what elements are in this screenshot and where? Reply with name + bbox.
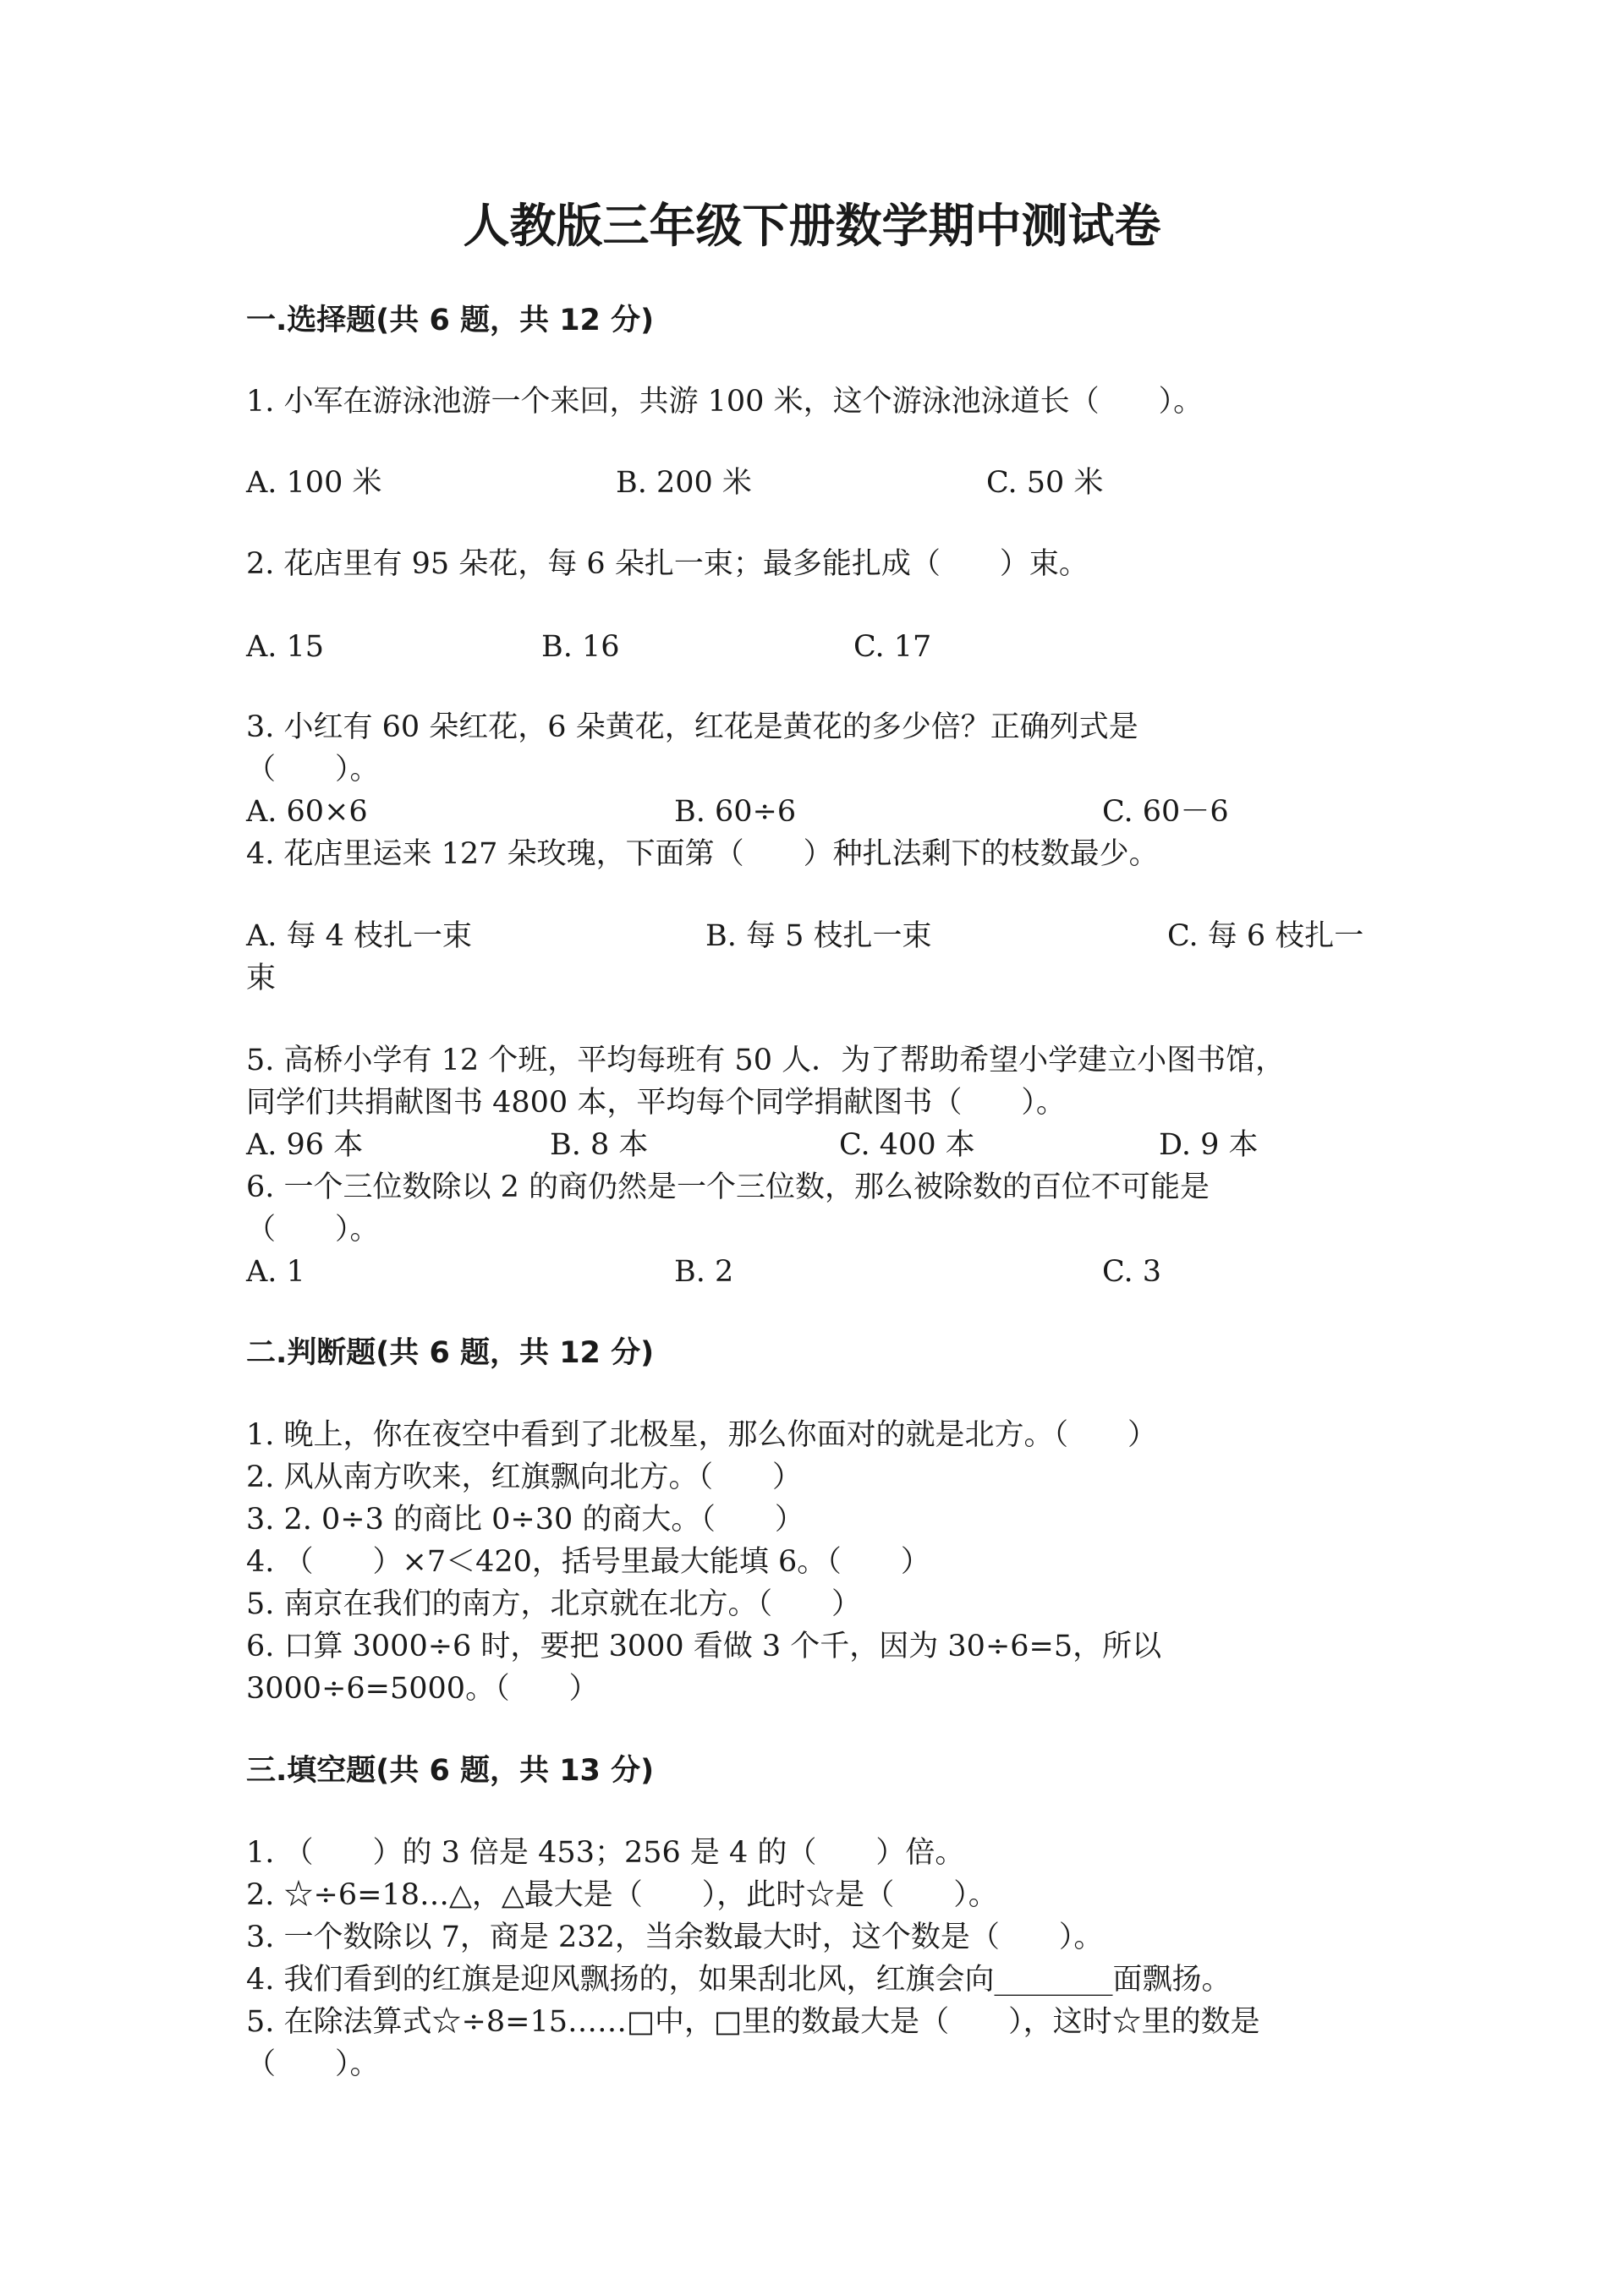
section-heading-fill: 三.填空题(共 6 题，共 13 分): [246, 1754, 655, 1788]
judgement-line-2: 2. 风从南方吹来，红旗飘向北方。（ ）: [246, 1460, 803, 1494]
question-5-option-c: C. 400 本: [839, 1128, 975, 1162]
question-6-option-a: A. 1: [246, 1255, 305, 1289]
fill-line-4: 4. 我们看到的红旗是迎风飘扬的，如果刮北风，红旗会向________面飘扬。: [246, 1963, 1232, 1997]
question-2-option-b: B. 16: [541, 630, 620, 664]
question-3-option-c: C. 60－6: [1102, 795, 1229, 829]
question-1-option-a: A. 100 米: [246, 466, 382, 500]
question-6-stem: 6. 一个三位数除以 2 的商仍然是一个三位数，那么被除数的百位不可能是: [246, 1170, 1210, 1204]
question-5-option-b: B. 8 本: [550, 1128, 649, 1162]
question-4-option-a: A. 每 4 枝扎一束: [246, 919, 473, 953]
judgement-line-5: 5. 南京在我们的南方，北京就在北方。（ ）: [246, 1587, 862, 1621]
question-3-option-b: B. 60÷6: [674, 795, 797, 829]
question-1-stem: 1. 小军在游泳池游一个来回，共游 100 米，这个游泳池泳道长（ ）。: [246, 385, 1204, 419]
question-1-option-c: C. 50 米: [986, 466, 1104, 500]
question-5-stem: 5. 高桥小学有 12 个班，平均每班有 50 人．为了帮助希望小学建立小图书馆，: [246, 1044, 1286, 1077]
fill-line-1: 1. （ ）的 3 倍是 453；256 是 4 的（ ）倍。: [246, 1836, 965, 1870]
fill-line-5-cont: （ ）。: [246, 2047, 380, 2081]
question-3-option-a: A. 60×6: [246, 795, 368, 829]
section-heading-choice: 一.选择题(共 6 题，共 12 分): [246, 304, 655, 337]
page-title: 人教版三年级下册数学期中测试卷: [463, 199, 1161, 253]
question-5-stem-line2: 同学们共捐献图书 4800 本，平均每个同学捐献图书（ ）。: [246, 1086, 1066, 1120]
judgement-line-6-cont: 3000÷6=5000。（ ）: [246, 1672, 599, 1706]
question-2-stem: 2. 花店里有 95 朵花，每 6 朵扎一束；最多能扎成（ ）束。: [246, 547, 1089, 581]
judgement-line-1: 1. 晚上，你在夜空中看到了北极星，那么你面对的就是北方。（ ）: [246, 1418, 1158, 1452]
question-3-stem-line2: （ ）。: [246, 753, 380, 786]
question-5-option-a: A. 96 本: [246, 1128, 364, 1162]
question-2-option-a: A. 15: [246, 630, 325, 664]
fill-line-2: 2. ☆÷6=18…△，△最大是（ ），此时☆是（ ）。: [246, 1878, 998, 1912]
judgement-line-4: 4. （ ）×7＜420，括号里最大能填 6。（ ）: [246, 1545, 930, 1579]
fill-line-3: 3. 一个数除以 7，商是 232，当余数最大时，这个数是（ ）。: [246, 1921, 1104, 1954]
question-3-stem: 3. 小红有 60 朵红花，6 朵黄花，红花是黄花的多少倍？正确列式是: [246, 710, 1138, 744]
question-6-option-b: B. 2: [674, 1255, 734, 1289]
judgement-line-3: 3. 2. 0÷3 的商比 0÷30 的商大。（ ）: [246, 1503, 804, 1537]
question-6-stem-line2: （ ）。: [246, 1213, 380, 1247]
fill-line-5: 5. 在除法算式☆÷8=15……□中，□里的数最大是（ ），这时☆里的数是: [246, 2005, 1260, 2039]
section-heading-judgement: 二.判断题(共 6 题，共 12 分): [246, 1336, 655, 1370]
question-1-option-b: B. 200 米: [616, 466, 752, 500]
question-4-stem: 4. 花店里运来 127 朵玫瑰，下面第（ ）种扎法剩下的枝数最少。: [246, 837, 1159, 871]
judgement-line-6: 6. 口算 3000÷6 时，要把 3000 看做 3 个千，因为 30÷6=5，所以: [246, 1630, 1162, 1663]
question-5-option-d: D. 9 本: [1159, 1128, 1259, 1162]
question-4-option-b: B. 每 5 枝扎一束: [705, 919, 932, 953]
question-4-option-c-wrap: 束: [246, 962, 277, 995]
question-6-option-c: C. 3: [1102, 1255, 1162, 1289]
question-2-option-c: C. 17: [853, 630, 932, 664]
question-4-option-c: C. 每 6 枝扎一: [1167, 919, 1364, 953]
